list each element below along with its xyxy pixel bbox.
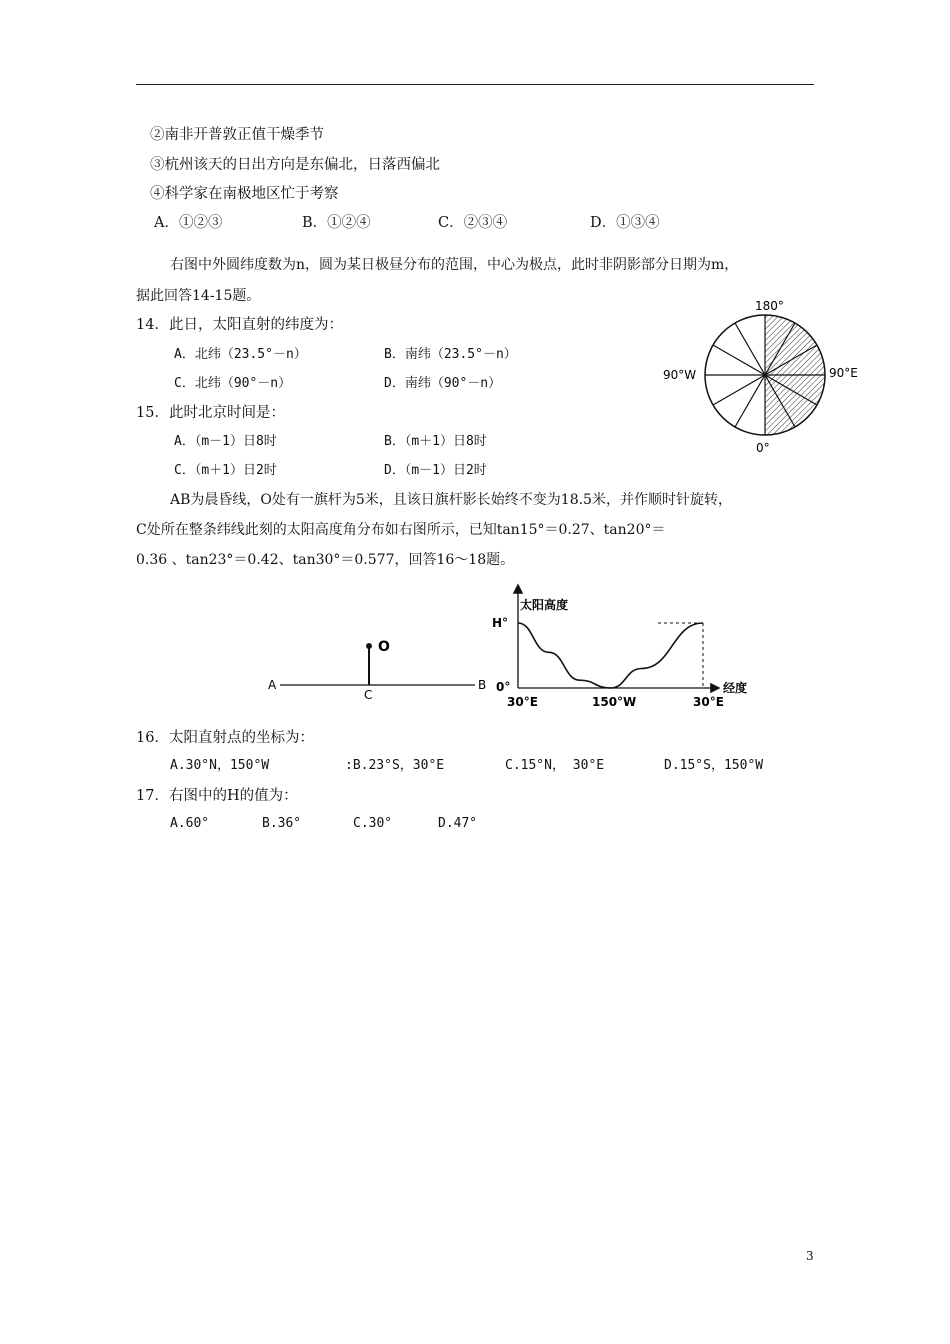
y-tick-0: 0° (496, 680, 511, 694)
q14-choice-a: A．北纬（23.5°－n） (174, 347, 307, 362)
q16-choice-c: C.15°N， 30°E (505, 758, 605, 773)
para2-line-1: AB为晨昏线，O处有一旗杆为5米，且该日旗杆影长始终不变为18.5米，并作顺时针旋转， (170, 492, 732, 508)
intro-line-1: 右图中外圆纬度数为n，圆为某日极昼分布的范围，中心为极点，此时非阴影部分日期为m， (170, 257, 739, 273)
header-rule (136, 84, 814, 85)
label-180: 180° (755, 299, 784, 313)
q17-choice-a: A.60° (170, 816, 210, 831)
intro-line-2: 据此回答14-15题。 (136, 288, 261, 304)
q15-choice-b: B．（m＋1）日8时 (384, 434, 487, 449)
option-4: ④科学家在南极地区忙于考察 (150, 186, 339, 202)
q17-choice-d: D.47° (438, 816, 478, 831)
para2-line-3: 0.36 、tan23°＝0.42、tan30°＝0.577，回答16～18题。 (136, 552, 515, 568)
label-c: C (364, 688, 373, 702)
option-3: ③杭州该天的日出方向是东偏北，日落西偏北 (150, 157, 440, 173)
q13-choice-b: B．①②④ (302, 215, 371, 231)
x-tick-30e-right: 30°E (693, 695, 724, 709)
label-o: O (378, 639, 390, 655)
label-90e: 90°E (829, 366, 858, 380)
altitude-curve (518, 623, 703, 688)
q15-choice-d: D．（m－1）日2时 (384, 463, 487, 478)
q15-choice-c: C．（m＋1）日2时 (174, 463, 277, 478)
q13-choice-a: A．①②③ (154, 215, 223, 231)
label-a: A (268, 678, 277, 692)
label-b: B (478, 678, 487, 692)
q16-stem: 16．太阳直射点的坐标为： (136, 730, 314, 746)
x-tick-30e-left: 30°E (507, 695, 538, 709)
q17-stem: 17．右图中的H的值为： (136, 788, 298, 804)
q13-choice-c: C．②③④ (438, 215, 508, 231)
y-axis-label: 太阳高度 (520, 598, 569, 612)
q14-choice-b: B．南纬（23.5°－n） (384, 347, 517, 362)
point-o-dot (366, 643, 372, 649)
q14-choice-d: D．南纬（90°－n） (384, 376, 502, 391)
q14-stem: 14．此日，太阳直射的纬度为： (136, 317, 343, 333)
q15-stem: 15．此时北京时间是： (136, 405, 285, 421)
label-90w: 90°W (663, 368, 697, 382)
q16-choice-a: A.30°N，150°W (170, 758, 270, 773)
x-axis-label: 经度 (723, 681, 748, 695)
para2-line-2: C处所在整条纬线此刻的太阳高度角分布如右图所示，已知tan15°＝0.27、tan20°＝ (136, 522, 666, 538)
terminator-diagram (260, 630, 500, 705)
sun-altitude-chart (488, 578, 763, 712)
label-0: 0° (756, 441, 770, 455)
q15-choice-a: A．（m－1）日8时 (174, 434, 277, 449)
y-tick-h: H° (492, 616, 509, 630)
polar-day-diagram (655, 292, 880, 462)
x-tick-150w: 150°W (592, 695, 637, 709)
q16-choice-d: D.15°S，150°W (664, 758, 764, 773)
q17-choice-c: C.30° (353, 816, 393, 831)
q14-choice-c: C．北纬（90°－n） (174, 376, 292, 391)
q16-choice-b: :B.23°S，30°E (345, 758, 445, 773)
option-2: ②南非开普敦正值干燥季节 (150, 127, 324, 143)
q17-choice-b: B.36° (262, 816, 302, 831)
q13-choice-d: D．①③④ (590, 215, 660, 231)
page-number: 3 (806, 1249, 814, 1263)
